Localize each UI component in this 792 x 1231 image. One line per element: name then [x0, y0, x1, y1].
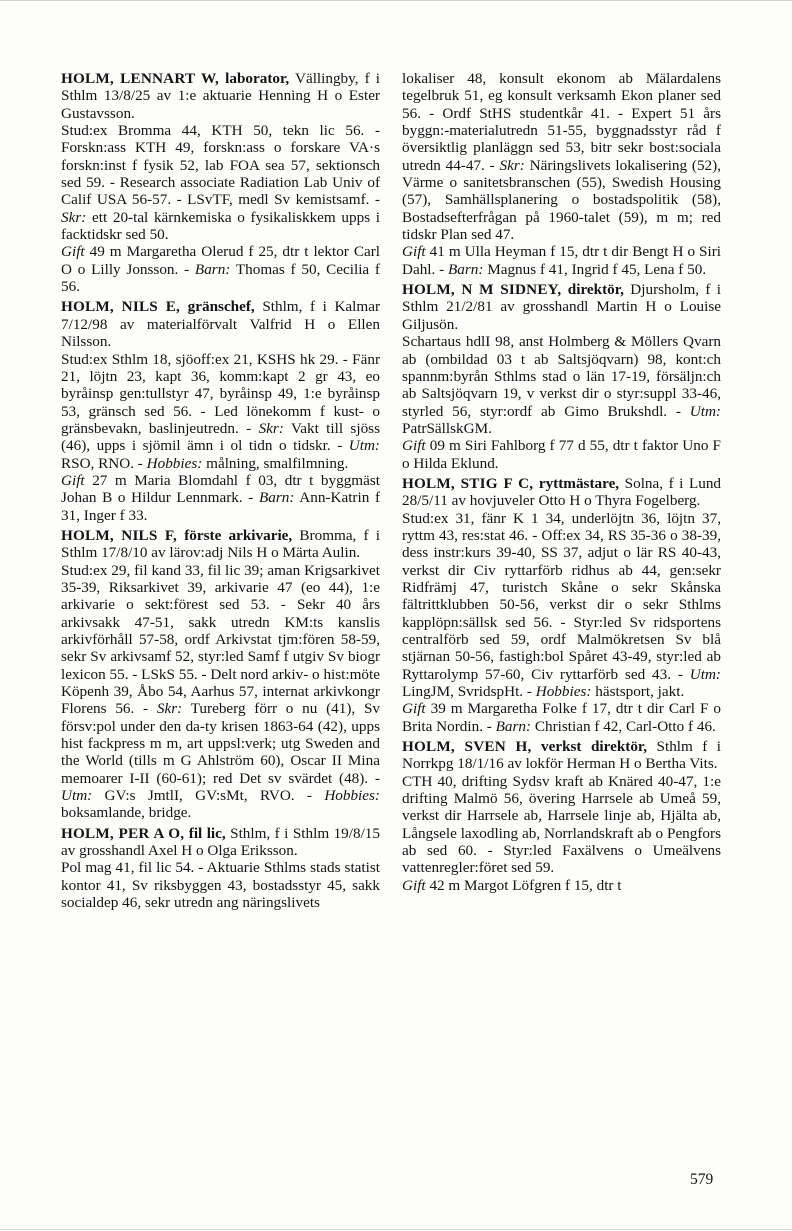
entry-paragraph [61, 562, 380, 822]
entry-text: 42 m Margot Löfgren f 15, dtr t [425, 876, 622, 894]
entry-name: HOLM, STIG F C, [402, 474, 534, 492]
entry-name: HOLM, LENNART W, [61, 70, 220, 87]
entry-text: Sthlm f i Norrkpg 18/1/16 av lokför Herman H o Bertha Vits. [402, 738, 722, 773]
entry-header [61, 70, 380, 122]
entry-paragraph [402, 877, 721, 894]
entry-text: PatrSällskGM. [402, 419, 492, 437]
entry-text: Vällingby, f i Sthlm 13/8/25 av 1:e aktuarie Henning H o Ester Gustavsson. [61, 70, 381, 122]
entry-name: HOLM, PER A O, [61, 824, 185, 842]
entry-text: Tureberg förr o nu (41), Sv försv:pol under den da-ty krisen 1863-64 (42), upps hist fackpress m m, art uppsl:verk; utg Sweden and the World (tills m G Ahlström 60), Oscar II Mina memoarer I-II (60-61); red Det sv svärdet (48). - [61, 700, 381, 787]
entry-name: HOLM, SVEN H, [402, 738, 532, 756]
field-label: Gift [61, 471, 85, 489]
entry-header [402, 281, 721, 333]
entry-name: HOLM, NILS F, [61, 526, 178, 544]
entry-text: Bromma, f i Sthlm 17/8/10 av lärov:adj Nils H o Märta Aulin. [61, 526, 381, 562]
entry-title: verkst direktör, [541, 738, 648, 756]
entry-text: GV:s JmtlI, GV:sMt, RVO. - [92, 787, 325, 805]
field-label: Barn: [495, 717, 532, 735]
entry-text: Ann-Katrin f 31, Inger f 33. [61, 489, 380, 524]
biography-entry [402, 475, 721, 735]
entry-paragraph [61, 472, 380, 524]
entry-text: målning, smalfilmning. [202, 454, 349, 472]
field-label: Hobbies: [535, 683, 592, 701]
field-label: Gift [61, 243, 85, 261]
entry-text: lokaliser 48, konsult ekonom ab Mälardalens tegelbruk 51, eg konsult verksamh Ekon planer sed 56. - Ordf StHS studentkår 41. - Expert 51 års byggn:-materialutredn 51-55, byggnadsstyr råd f översiktlig planläggn sed 53, bitr sekr bost:sociala utredn 44-47. - [402, 70, 721, 174]
entry-text: RSO, RNO. - [61, 454, 147, 472]
entry-text: Christian f 42, Carl-Otto f 46. [531, 717, 716, 735]
entry-title: gränschef, [187, 298, 255, 316]
field-label: Gift [402, 437, 426, 455]
biography-entry [61, 527, 380, 822]
entry-text: Stud:ex 31, fänr K 1 34, underlöjtn 36, löjtn 37, ryttm 43, res:stat 46. - Off:ex 34, RS 35-36 o 38-39, dess instr:kurs 39-40, SS 37, adjut o lär RS 40-43, verkst dir Civ ryttarförb ridhus ab 44, gen:sekr Ridfrämj 47, turistch Skåne o sekr Skånska fältrittklubben 50-56, verkst dir o sekr Sthlms kapplöpn:sällsk sed 56. - Styr:led Sv ridsportens centralförb sed 59, ordf Malmökretsen Sv blå stjärnan 50-56, fastigh:bol Spåret 43-49, styr:led ab Ryttarolymp 57-60, Civ ryttarförb sed 43. - [402, 509, 721, 683]
entry-text: CTH 40, drifting Sydsv kraft ab Knäred 40-47, 1:e drifting Malmö 56, övering Harrsele ab Umeå 59, verkst dir Harrsele ab, Harrsele linje ab, Hjälta ab, Långsele laxodling ab, Norrlandskraft ab o Pengfors ab sed 60. - Styr:led Faxälvens o Umeälvens vattenregler:föret sed 59. [402, 772, 721, 877]
entry-text: 27 m Maria Blomdahl f 03, dtr t byggmäst Johan B o Hildur Lennmark. - [61, 471, 380, 507]
entry-text: Solna, f i Lund 28/5/11 av hovjuveler Otto H o Thyra Fogelberg. [402, 474, 722, 510]
biography-entry [61, 70, 380, 295]
entry-text: Thomas f 50, Cecilia f 56. [61, 260, 380, 296]
entry-paragraph [61, 351, 380, 472]
entry-text: Vakt till sjöss (46), upps i sjömil ämn i ol tidn o tidskr. - [61, 419, 380, 455]
entry-paragraph [402, 700, 721, 735]
entry-title: förste arkivarie, [184, 526, 293, 544]
field-label: Skr: [499, 156, 525, 174]
entry-paragraph [402, 510, 721, 701]
field-label: Skr: [61, 208, 87, 226]
entry-text: Stud:ex Sthlm 18, sjöoff:ex 21, KSHS hk 29. - Fänr 21, löjtn 23, kapt 36, komm:kapt 2 gr 43, eo byråinsp gen:tullstyr 47, byråinsp 49, 1:e byråinsp 53, gränsch sed 56. - Led lönekomm f kust- o gränsbevakn, baslinjeutredn. - [61, 350, 380, 437]
entry-text: Stud:ex Bromma 44, KTH 50, tekn lic 56. - Forskn:ass KTH 49, forskn:ass o forskare VA·s forskn:inst f fysik 52, lab FOA sea 57, sektionsch sed 59. - Research associate Radiation Lab Univ of Calif USA 56-57. - LSvTF, medl Sv kemistsamf. - [61, 122, 380, 209]
entry-paragraph [61, 243, 380, 295]
entry-text: Sthlm, f i Kalmar 7/12/98 av materialförvalt Valfrid H o Ellen Nilsson. [61, 298, 381, 351]
entry-text: Djursholm, f i Sthlm 21/2/81 av grosshandl Martin H o Louise Giljusön. [402, 281, 722, 333]
entry-name: HOLM, N M SIDNEY, [402, 281, 562, 299]
entry-text: 49 m Margaretha Olerud f 25, dtr t lektor Carl O o Lilly Jonsson. - [61, 243, 380, 278]
biography-entry [61, 298, 380, 523]
entry-text: boksamlande, bridge. [61, 804, 192, 822]
entry-text: LingJM, SvridspHt. - [402, 683, 536, 701]
entry-paragraph [402, 773, 721, 877]
entry-title: direktör, [567, 281, 624, 299]
entry-title: ryttmästare, [538, 474, 620, 492]
entry-header [61, 527, 380, 562]
entry-paragraph [402, 333, 721, 437]
page-number: 579 [690, 1171, 714, 1188]
entry-text: Pol mag 41, fil lic 54. - Aktuarie Sthlms stads statist kontor 41, Sv riksbyggen 43, bostadsstyr 45, sakk socialdep 46, sekr utredn ang näringslivets [61, 859, 380, 912]
field-label: Gift [402, 700, 426, 718]
field-label: Barn: [447, 260, 484, 278]
entry-text: ett 20-tal kärnkemiska o fysikaliskkem upps i facktidskr sed 50. [61, 208, 380, 244]
entry-header [402, 475, 721, 510]
biography-entry [61, 825, 380, 912]
entry-text: 39 m Margaretha Folke f 17, dtr t dir Carl F o Brita Nordin. - [402, 700, 721, 735]
biography-entry [402, 281, 721, 472]
entry-title: fil lic, [188, 824, 226, 842]
entry-text: 09 m Siri Fahlborg f 77 d 55, dtr t faktor Uno F o Hilda Eklund. [402, 437, 721, 472]
entry-text: 41 m Ulla Heyman f 15, dtr t dir Bengt H o Siri Dahl. - [402, 243, 721, 278]
continued-entry [402, 70, 721, 278]
entry-text: Magnus f 41, Ingrid f 45, Lena f 50. [483, 260, 707, 278]
continued-paragraph [402, 243, 721, 278]
field-label: Barn: [259, 489, 295, 507]
right-column [402, 70, 721, 897]
field-label: Utm: [689, 402, 721, 420]
entry-text: Schartaus hdlI 98, anst Holmberg & Möllers Qvarn ab (ombildad 03 t ab Saltsjöqvarn) 98, kont:ch spannm:byrån Sthlms stad o län 17-19, försäljn:ch ab Saltsjöqvarn 19, v verkst dir o styr:suppl 33-46, styrled 56, styr:ordf ab Gimo Brukshdl. - [402, 333, 721, 420]
field-label: Skr: [156, 700, 183, 718]
top-rule [0, 0, 792, 1]
biography-entry [402, 738, 721, 894]
field-label: Hobbies: [146, 454, 203, 472]
field-label: Gift [402, 876, 426, 894]
field-label: Gift [402, 243, 426, 261]
entry-text: Stud:ex 29, fil kand 33, fil lic 39; aman Krigsarkivet 35-39, Riksarkivet 39, arkivarie 47 (eo 44), 1:e arkivarie o sekt:förest sed 53. - Sekr 40 års arkivsakk 47-51, sakk utredn KM:ts kanslis arkivförhåll 57-58, ordf Arkivstat tjm:fören 58-59, sekr Sv arkivsamf 52, styr:led Samf f utgiv Sv biogr lexicon 55. - LSkS 55. - Delt nord arkiv- o hist:möte Köpenh 39, Åbo 54, Aarhus 57, internat arkivkongr Florens 56. - [61, 561, 380, 718]
entry-text: Sthlm, f i Sthlm 19/8/15 av grosshandl Axel H o Olga Eriksson. [61, 824, 380, 860]
field-label: Utm: [61, 787, 93, 805]
entry-paragraph [402, 437, 721, 472]
entry-text: hästsport, jakt. [591, 683, 685, 701]
field-label: Utm: [689, 665, 721, 683]
bottom-rule [0, 1229, 792, 1230]
entry-header [61, 825, 380, 860]
entry-name: HOLM, NILS E, [61, 298, 181, 316]
continued-paragraph [402, 70, 721, 243]
entry-paragraph [61, 859, 380, 911]
entry-text: Näringslivets lokalisering (52), Värme o sanitetsbranschen (55), Swedish Housing (57), Samhällsplanering o bostadspolitik (58), Bostadsefterfrågan på 1960-talet (59), m m; red tidskr Plan sed 47. [402, 156, 722, 244]
entry-title: laborator, [225, 70, 290, 87]
entry-header [61, 298, 380, 350]
field-label: Hobbies: [324, 787, 380, 805]
field-label: Barn: [194, 260, 231, 278]
field-label: Skr: [258, 419, 284, 437]
left-column [61, 70, 380, 915]
field-label: Utm: [348, 437, 380, 455]
entry-header [402, 738, 721, 773]
entry-paragraph [61, 122, 380, 243]
